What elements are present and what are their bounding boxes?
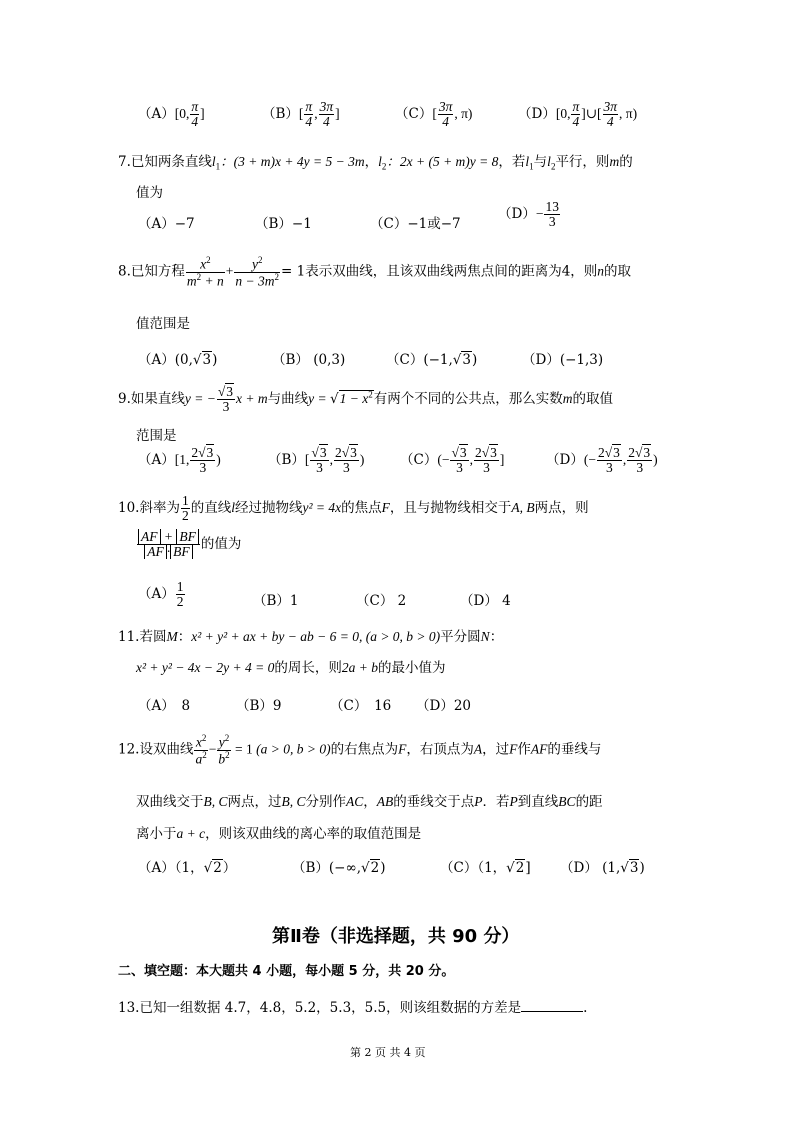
section-2-title: 第Ⅱ卷（非选择题，共 90 分） [272,926,520,947]
question-11-line-2: x² + y² − 4x − 2y + 4 = 0的周长，则2a + b的最小值为 [136,660,446,676]
question-7-line-2: 值为 [136,185,163,201]
question-8-line-1: 8.已知方程 $\frac{x^2}{m^2 + n}$ + $\frac{y^2}{n - 3m^2}$ = 1表示双曲线，且该双曲线两焦点间的距离为4，则n的取 [118,255,632,289]
q11-option-c: （C） 16 [330,698,392,714]
question-12-line-3: 离小于a + c，则该双曲线的离心率的取值范围是 [136,826,422,842]
q6-option-d: （D）[0, $\frac{\pi}{4}$ ]∪[ $\frac{3\pi}{4}$ , π) [518,99,638,130]
question-13: 13.已知一组数据 4.7，4.8，5.2，5.3，5.5，则该组数据的方差是 . [118,1000,588,1016]
q12-option-c: （C）（1，√2] [440,860,531,876]
q11-option-b: （B）9 [236,698,282,714]
q12-option-b: （B）(−∞,√2) [292,860,386,876]
q12-option-d: （D） (1,√3) [560,860,645,876]
q7-option-d: （D）− $\frac{13}{3}$ [498,199,559,230]
q9-option-c: （C）(− $\frac{√3}{3}$ , $\frac{2√3}{3}$ ] [400,445,505,476]
q10-option-d: （D） 4 [460,593,511,609]
q8-option-d: （D）(−1,3) [522,352,604,368]
question-10-line-1: 10.斜率为 $\frac{1}{2}$ 的直线l经过抛物线y² = 4x的焦点F，且与抛物线相交于A, B两点，则 [118,493,589,524]
q10-option-c: （C） 2 [356,593,407,609]
question-9-line-1: 9.如果直线y = − $\frac{√3}{3}$ x + m与曲线$y = √1 - x^2$有两个不同的公共点，那么实数m的取值 [118,384,613,415]
q6-option-a: （A）[0, $\frac{\pi}{4}$ ] [138,99,205,130]
section-2-heading: 二、填空题：本大题共 4 小题，每小题 5 分，共 20 分。 [118,964,455,979]
q7-option-c: （C）−1或−7 [370,216,461,232]
q8-option-a: （A）(0,√3) [138,352,218,368]
q11-option-d: （D）20 [416,698,472,714]
q6-option-b: （B）[ $\frac{\pi}{4}$ , $\frac{3\pi}{4}$ ] [262,99,340,130]
q7-option-b: （B）−1 [255,216,312,232]
question-12-line-1: 12.设双曲线 $\frac{x^2}{a^2}$ − $\frac{y^2}{b^2}$ = 1 (a > 0, b > 0)的右焦点为F，右顶点为A，过F作AF的垂线与 [118,733,602,767]
q12-option-a: （A）（1，√2） [138,860,237,876]
question-10-line-2: $\frac{AF + BF}{AF \cdot BF}$ 的值为 [136,530,241,559]
question-9-line-2: 范围是 [136,428,177,444]
question-11-line-1: 11.若圆M：x² + y² + ax + by − ab − 6 = 0, (a > 0, b > 0)平分圆N： [118,629,504,645]
question-12-line-2: 双曲线交于B, C两点，过B, C分别作AC，AB的垂线交于点P．若P到直线BC的距 [136,794,603,810]
question-7-line-1: 7.已知两条直线$l_1$：(3 + m)x + 4y = 5 − 3m，$l_2$：2x + (5 + m)y = 8，若$l_1$与$l_2$平行，则m的 [118,154,633,172]
answer-blank[interactable] [521,999,583,1012]
q11-option-a: （A） 8 [138,698,191,714]
q7-option-a: （A）−7 [138,216,195,232]
q10-option-b: （B）1 [253,593,299,609]
q6-option-c: （C）[ $\frac{3\pi}{4}$ , π) [395,99,473,130]
q8-option-c: （C）(−1,√3) [386,352,478,368]
q10-option-a: （A） $\frac{1}{2}$ [138,579,184,610]
q9-option-d: （D）(− $\frac{2√3}{3}$ , $\frac{2√3}{3}$ ) [546,445,658,476]
q9-option-a: （A）[1, $\frac{2√3}{3}$ ) [138,445,221,476]
page-footer: 第 2 页 共 4 页 [350,1046,426,1059]
q9-option-b: （B）[ $\frac{√3}{3}$ , $\frac{2√3}{3}$ ) [268,445,365,476]
question-8-line-2: 值范围是 [136,316,190,332]
q8-option-b: （B） (0,3) [272,352,346,368]
